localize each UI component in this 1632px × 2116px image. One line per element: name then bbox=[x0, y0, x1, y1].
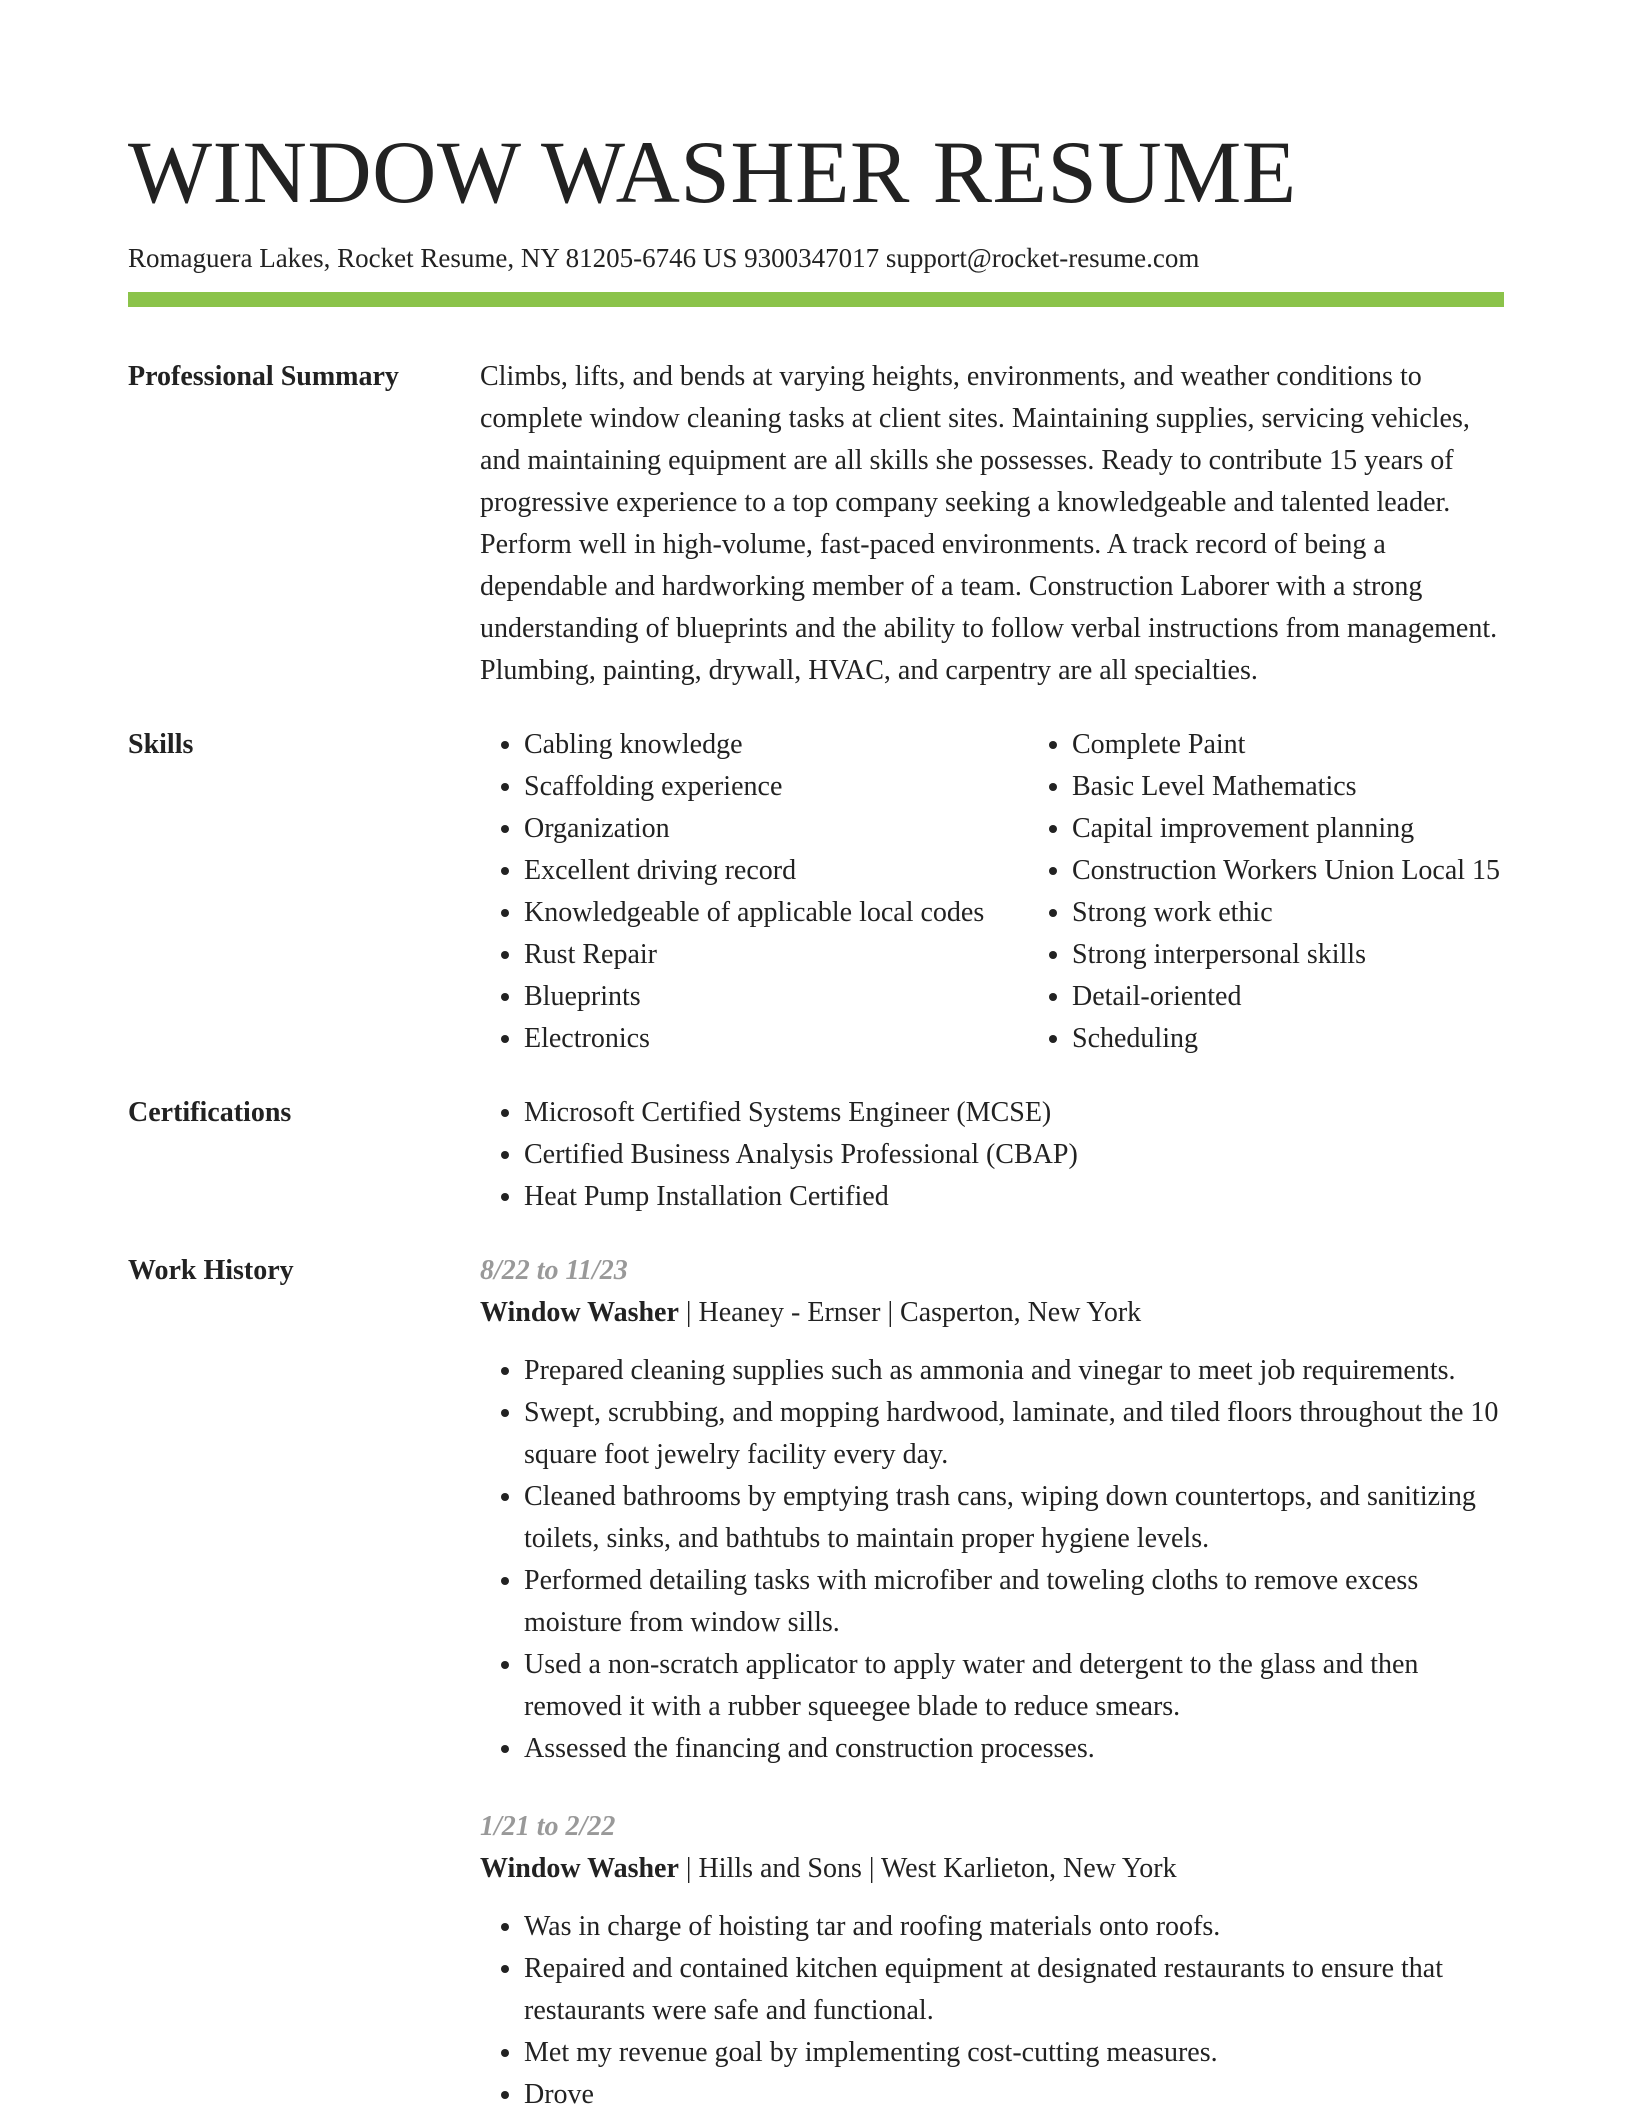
job-bullet: • Cleaned bathrooms by emptying trash cans, wiping down countertops, and sanitizing toilets, sinks, and bathtubs to maintain proper hygiene levels. bbox=[524, 1476, 1504, 1560]
skill-item: • Capital improvement planning bbox=[1072, 808, 1504, 850]
certifications-body bbox=[480, 1092, 1504, 1218]
skill-item: • Knowledgeable of applicable local codes bbox=[524, 892, 1028, 934]
skills-body bbox=[480, 724, 1504, 1060]
skill-item: • Basic Level Mathematics bbox=[1072, 766, 1504, 808]
skill-item: • Strong interpersonal skills bbox=[1072, 934, 1504, 976]
job-entry bbox=[480, 1806, 1504, 2116]
skills-list-right bbox=[1028, 724, 1504, 1060]
summary-text: Climbs, lifts, and bends at varying heights, environments, and weather conditions to complete window cleaning tasks at client sites. Maintaining supplies, servicing vehicles, and maintaining equipment are all skills she possesses. Ready to contribute 15 years of progressive experience to a top company seeking a knowledgeable and talented leader. Perform well in high-volume, fast-paced environments. A track record of being a dependable and hardworking member of a team. Construction Laborer with a strong understanding of blueprints and the ability to follow verbal instructions from management. Plumbing, painting, drywall, HVAC, and carpentry are all specialties. bbox=[480, 361, 1498, 686]
job-location: Casperton, New York bbox=[900, 1297, 1142, 1328]
summary-body bbox=[480, 356, 1504, 692]
work-history-section bbox=[128, 1250, 1504, 2116]
skill-item: • Scheduling bbox=[1072, 1018, 1504, 1060]
job-company: Hills and Sons bbox=[698, 1853, 862, 1884]
skill-item: • Scaffolding experience bbox=[524, 766, 1028, 808]
job-location: West Karlieton, New York bbox=[881, 1853, 1177, 1884]
job-separator: | bbox=[861, 1853, 881, 1884]
job-entry bbox=[480, 1250, 1504, 1770]
skills-section bbox=[128, 724, 1504, 1060]
summary-label: Professional Summary bbox=[128, 361, 399, 392]
certification-item: • Microsoft Certified Systems Engineer (MCSE) bbox=[524, 1092, 1504, 1134]
contact-line: Romaguera Lakes, Rocket Resume, NY 81205-6746 US 9300347017 support@rocket-resume.com bbox=[128, 243, 1200, 273]
job-title: Window Washer bbox=[480, 1853, 679, 1884]
job-heading bbox=[480, 1292, 1504, 1334]
job-bullet-list bbox=[480, 1350, 1504, 1770]
job-bullet: • Performed detailing tasks with microfiber and toweling cloths to remove excess moisture from window sills. bbox=[524, 1560, 1504, 1644]
accent-divider bbox=[128, 292, 1504, 307]
job-bullet: • Assessed the financing and construction processes. bbox=[524, 1728, 1504, 1770]
job-bullet: • Drove bbox=[524, 2074, 1504, 2116]
job-bullet: • Repaired and contained kitchen equipment at designated restaurants to ensure that restaurants were safe and functional. bbox=[524, 1948, 1504, 2032]
job-bullet-list bbox=[480, 1906, 1504, 2116]
job-company: Heaney - Ernser bbox=[698, 1297, 881, 1328]
job-separator: | bbox=[880, 1297, 901, 1328]
skill-item: • Strong work ethic bbox=[1072, 892, 1504, 934]
job-separator: | bbox=[678, 1297, 699, 1328]
work-history-body bbox=[480, 1250, 1504, 2116]
skill-item: • Complete Paint bbox=[1072, 724, 1504, 766]
skill-item: • Blueprints bbox=[524, 976, 1028, 1018]
skill-item: • Cabling knowledge bbox=[524, 724, 1028, 766]
skill-item: • Organization bbox=[524, 808, 1028, 850]
skill-item: • Construction Workers Union Local 15 bbox=[1072, 850, 1504, 892]
work-history-label: Work History bbox=[128, 1255, 294, 1286]
certification-item: • Certified Business Analysis Professional (CBAP) bbox=[524, 1134, 1504, 1176]
certification-item: • Heat Pump Installation Certified bbox=[524, 1176, 1504, 1218]
skill-item: • Electronics bbox=[524, 1018, 1028, 1060]
job-dates: 1/21 to 2/22 bbox=[480, 1811, 616, 1842]
certifications-list bbox=[480, 1092, 1504, 1218]
skills-label: Skills bbox=[128, 729, 194, 760]
skill-item: • Rust Repair bbox=[524, 934, 1028, 976]
job-bullet: • Used a non-scratch applicator to apply water and detergent to the glass and then removed it with a rubber squeegee blade to reduce smears. bbox=[524, 1644, 1504, 1728]
resume-title: WINDOW WASHER RESUME bbox=[128, 124, 1297, 222]
certifications-label: Certifications bbox=[128, 1097, 292, 1128]
job-heading bbox=[480, 1848, 1504, 1890]
certifications-section bbox=[128, 1092, 1504, 1218]
job-bullet: • Was in charge of hoisting tar and roofing materials onto roofs. bbox=[524, 1906, 1504, 1948]
job-separator: | bbox=[678, 1853, 699, 1884]
job-bullet: • Prepared cleaning supplies such as ammonia and vinegar to meet job requirements. bbox=[524, 1350, 1504, 1392]
job-dates: 8/22 to 11/23 bbox=[480, 1255, 628, 1286]
skills-list-left bbox=[480, 724, 1028, 1060]
job-bullet: • Met my revenue goal by implementing cost-cutting measures. bbox=[524, 2032, 1504, 2074]
summary-section bbox=[128, 356, 1504, 692]
job-bullet: • Swept, scrubbing, and mopping hardwood, laminate, and tiled floors throughout the 10 square foot jewelry facility every day. bbox=[524, 1392, 1504, 1476]
job-title: Window Washer bbox=[480, 1297, 679, 1328]
resume-header bbox=[128, 0, 1504, 307]
skill-item: • Excellent driving record bbox=[524, 850, 1028, 892]
skill-item: • Detail-oriented bbox=[1072, 976, 1504, 1018]
